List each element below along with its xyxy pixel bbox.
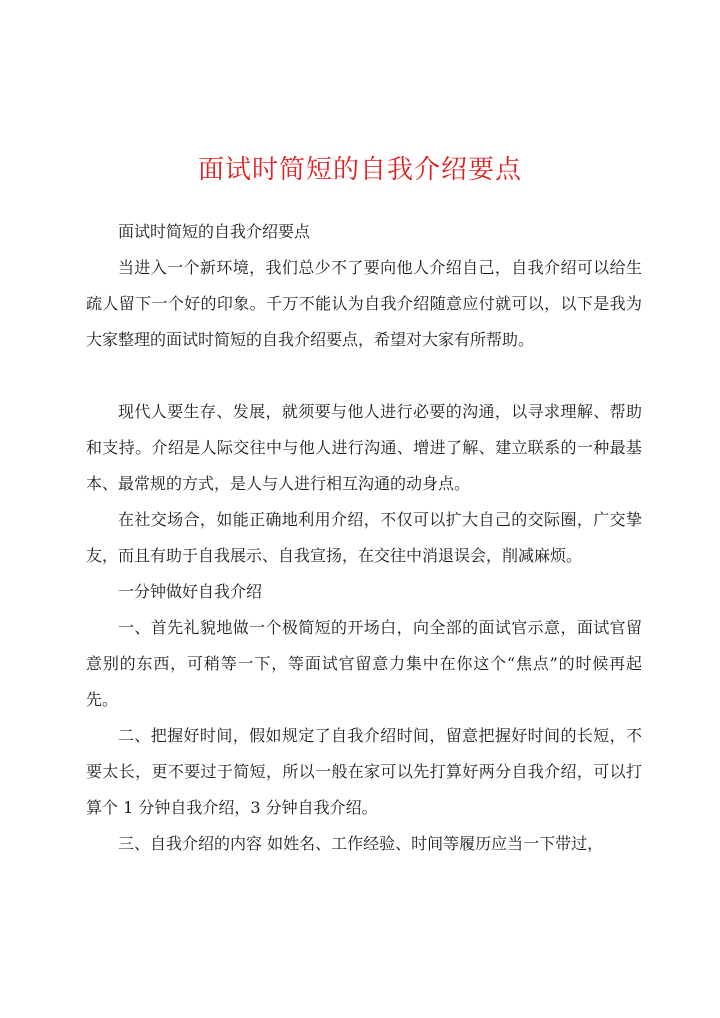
paragraph-point-three: 三、自我介绍的内容 如姓名、工作经验、时间等履历应当一下带过， [118, 834, 604, 853]
paragraph-social: 在社交场合，如能正确地利用介绍，不仅可以扩大自己的交际圈，广交挚友，而且有助于自我展示、自我宣扬，在交往中消退误会，削减麻烦。 [86, 510, 642, 565]
paragraph-point-two: 二、把握好时间，假如规定了自我介绍时间，留意把握好时间的长短，不要太长，更不要过于简短，所以一般在家可以先打算好两分自我介绍，可以打算个 1 分钟自我介绍，3 分钟自我介绍。 [86, 726, 642, 817]
document-title: 面试时简短的自我介绍要点 [197, 155, 522, 185]
paragraph-subtitle: 面试时简短的自我介绍要点 [118, 222, 311, 241]
paragraph-communication: 现代人要生存、发展，就须要与他人进行必要的沟通，以寻求理解、帮助和支持。介绍是人际交往中与他人进行沟通、增进了解、建立联系的一种最基本、最常规的方式，是人与人进行相互沟通的动身点。 [86, 402, 642, 493]
paragraph-heading-one-minute: 一分钟做好自我介绍 [118, 582, 263, 601]
document-body [86, 214, 642, 862]
paragraph-intro: 当进入一个新环境，我们总少不了要向他人介绍自己，自我介绍可以给生疏人留下一个好的印象。千万不能认为自我介绍随意应付就可以，以下是我为大家整理的面试时简短的自我介绍要点，希望对大家有所帮助。 [86, 258, 642, 349]
paragraph-point-one: 一、首先礼貌地做一个极简短的开场白，向全部的面试官示意，面试官留意别的东西，可稍等一下，等面试官留意力集中在你这个“焦点”的时候再起先。 [86, 618, 642, 709]
